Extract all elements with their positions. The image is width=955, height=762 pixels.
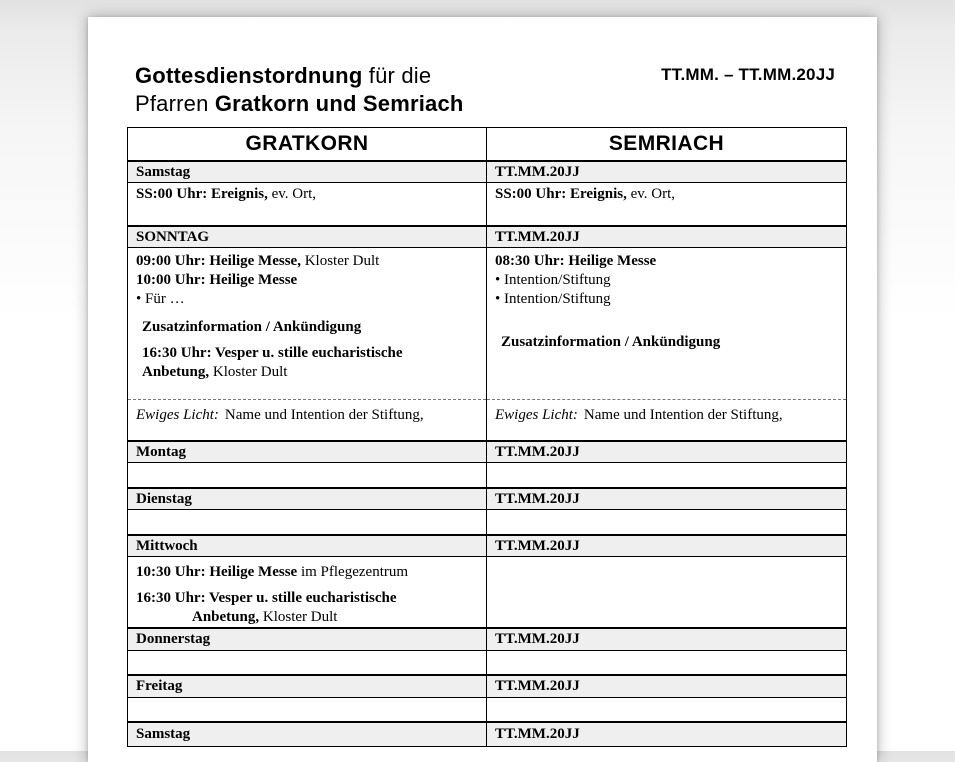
day-label: Samstag (128, 161, 487, 183)
vesper-entry: 16:30 Uhr: Vesper u. stille eucharistische (136, 590, 397, 606)
day-label: Dienstag (128, 488, 487, 510)
event-cell-gratkorn (128, 183, 487, 226)
empty-cell (487, 510, 847, 535)
date-cell: TT.MM.20JJ (487, 535, 847, 557)
day-row-mittwoch (128, 535, 847, 557)
ewiges-licht-row (128, 400, 847, 441)
day-row-samstag-2 (128, 722, 847, 746)
document-header (135, 62, 851, 118)
wednesday-cell-semriach (487, 557, 847, 629)
wednesday-content-row (128, 557, 847, 629)
day-row-dienstag (128, 488, 847, 510)
title-line2-bold: Gratkorn und Semriach (214, 91, 464, 116)
empty-cell (128, 463, 487, 488)
title-line2-regular: Pfarren (135, 91, 215, 116)
intention-bullet: • Für … (136, 291, 185, 307)
empty-cell (128, 650, 487, 675)
document-page (88, 17, 877, 762)
day-label: Montag (128, 441, 487, 463)
vesper-entry: 16:30 Uhr: Vesper u. stille eucharistische (142, 345, 403, 361)
event-time-label: SS:00 Uhr: Ereignis, (136, 186, 268, 202)
vesper-entry-continued: Anbetung, Kloster Dult (192, 609, 338, 625)
column-header-gratkorn: GRATKORN (128, 128, 487, 161)
event-row (128, 183, 847, 226)
empty-cell (487, 463, 847, 488)
day-label: Freitag (128, 675, 487, 697)
event-location: ev. Ort, (626, 186, 676, 202)
date-cell: TT.MM.20JJ (487, 675, 847, 697)
empty-content-row (128, 650, 847, 675)
event-time-label: SS:00 Uhr: Ereignis, (495, 186, 627, 202)
additional-info-heading: Zusatzinformation / Ankündigung (142, 319, 362, 335)
empty-content-row (128, 697, 847, 722)
intention-bullet: • Intention/Stiftung (495, 272, 611, 288)
empty-cell (128, 510, 487, 535)
day-label: Mittwoch (128, 535, 487, 557)
day-row-donnerstag (128, 628, 847, 650)
date-cell: TT.MM.20JJ (487, 441, 847, 463)
event-location: ev. Ort, (267, 186, 317, 202)
mass-entry: 08:30 Uhr: Heilige Messe (495, 253, 657, 269)
mass-entry: 09:00 Uhr: Heilige Messe, Kloster Dult (136, 253, 380, 269)
ewiges-licht-cell-gratkorn (128, 400, 487, 441)
day-label: SONNTAG (128, 226, 487, 248)
sunday-content-row (128, 248, 847, 400)
title-line1-bold: Gottesdienstordnung (135, 63, 363, 88)
day-row-samstag-1 (128, 161, 847, 183)
day-row-montag (128, 441, 847, 463)
day-label: Samstag (128, 722, 487, 746)
intention-bullet: • Intention/Stiftung (495, 291, 611, 307)
title-line1-regular: für die (362, 63, 432, 88)
empty-cell (487, 650, 847, 675)
date-cell: TT.MM.20JJ (487, 161, 847, 183)
mass-entry: 10:30 Uhr: Heilige Messe im Pflegezentrum (136, 564, 409, 580)
empty-content-row (128, 510, 847, 535)
day-label: Donnerstag (128, 628, 487, 650)
wednesday-cell-gratkorn (128, 557, 487, 629)
sunday-cell-gratkorn (128, 248, 487, 400)
ewiges-licht-text: Name und Intention der Stiftung, (224, 407, 424, 423)
date-cell: TT.MM.20JJ (487, 488, 847, 510)
ewiges-licht-label: Ewiges Licht: (495, 407, 578, 423)
date-cell: TT.MM.20JJ (487, 628, 847, 650)
vesper-entry-continued: Anbetung, Kloster Dult (142, 364, 288, 380)
empty-content-row (128, 463, 847, 488)
empty-cell (487, 697, 847, 722)
table-header-row (128, 128, 847, 161)
empty-cell (128, 697, 487, 722)
ewiges-licht-label: Ewiges Licht: (136, 407, 219, 423)
sunday-cell-semriach (487, 248, 847, 400)
event-cell-semriach (487, 183, 847, 226)
date-cell: TT.MM.20JJ (487, 226, 847, 248)
day-row-sonntag (128, 226, 847, 248)
additional-info-heading: Zusatzinformation / Ankündigung (501, 334, 721, 350)
service-schedule-table (127, 127, 847, 747)
ewiges-licht-text: Name und Intention der Stiftung, (583, 407, 783, 423)
column-header-semriach: SEMRIACH (487, 128, 847, 161)
ewiges-licht-cell-semriach (487, 400, 847, 441)
mass-entry: 10:00 Uhr: Heilige Messe (136, 272, 298, 288)
day-row-freitag (128, 675, 847, 697)
date-cell: TT.MM.20JJ (487, 722, 847, 746)
date-range-placeholder: TT.MM. – TT.MM.20JJ (661, 65, 835, 84)
